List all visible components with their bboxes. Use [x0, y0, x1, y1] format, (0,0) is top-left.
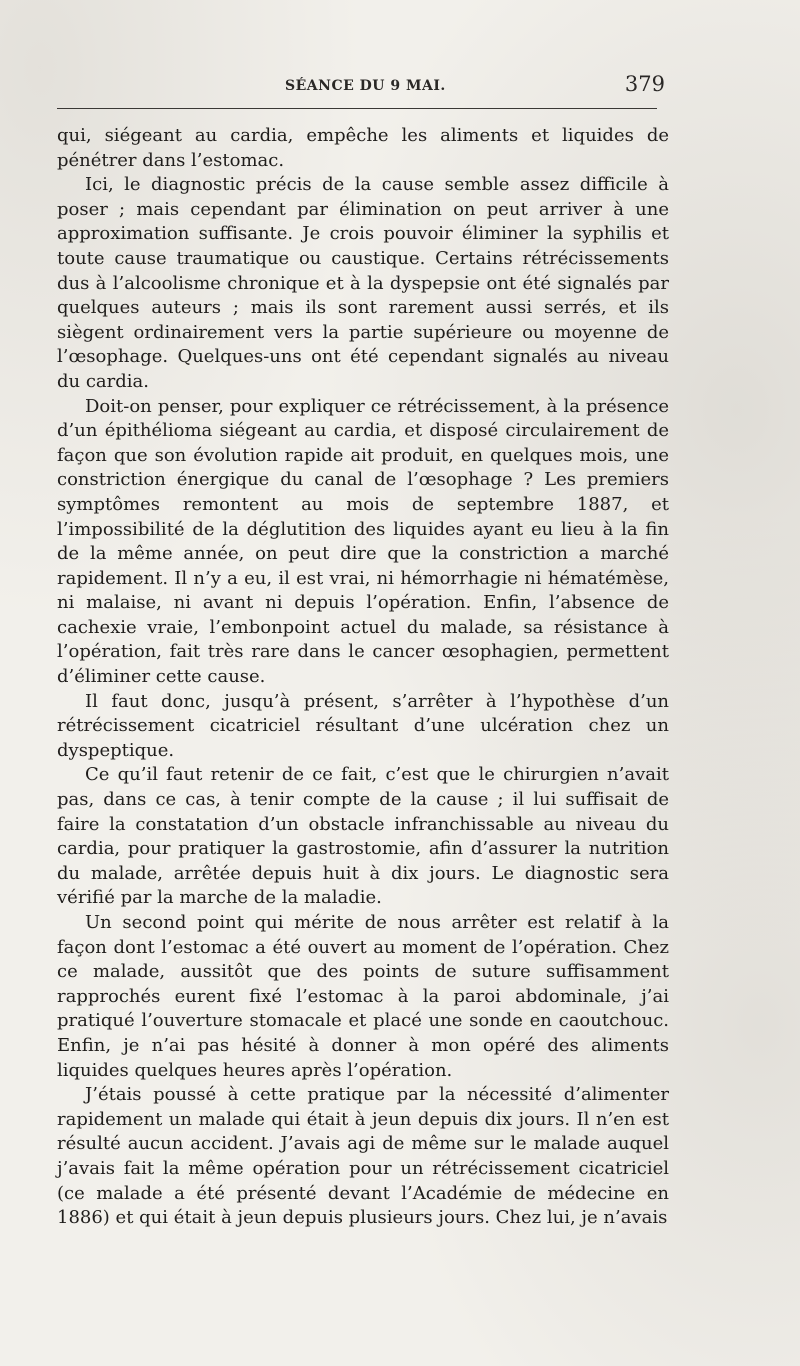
paragraph: qui, siégeant au cardia, empêche les aliments et liquides de pénétrer dans l’estomac.	[57, 125, 669, 171]
paragraph: Ce qu’il faut retenir de ce fait, c’est que le chirurgien n’avait pas, dans ce cas, à tenir compte de la cause ; il lui suffisait de faire la constatation d’un obstacle infranchissable au niveau du cardia, pour pratiquer la gastrostomie, afin d’assurer la nutrition du malade, arrêtée depuis huit à dix jours. Le diagnostic sera vérifié par la marche de la maladie.	[57, 764, 669, 909]
paragraph: Ici, le diagnostic précis de la cause semble assez difficile à poser ; mais cependant par élimination on peut arriver à une approximation suffisante. Je crois pouvoir éliminer la syphilis et toute cause traumatique ou caustique. Certains rétrécissements dus à l’alcoolisme chronique et à la dyspepsie ont été signalés par quelques auteurs ; mais ils sont rarement aussi serrés, et ils siègent ordinairement vers la partie supérieure ou moyenne de l’œsophage. Quelques-uns ont été cependant signalés au niveau du cardia.	[57, 174, 669, 392]
header-rule	[57, 108, 657, 109]
body-text	[57, 124, 669, 1231]
paragraph: Il faut donc, jusqu’à présent, s’arrêter à l’hypothèse d’un rétrécissement cicatriciel résultant d’une ulcération chez un dyspeptique.	[57, 690, 669, 761]
running-title: SÉANCE DU 9 MAI.	[285, 78, 446, 94]
paragraph: Doit-on penser, pour expliquer ce rétrécissement, à la présence d’un épithélioma siégeant au cardia, et disposé circulairement de façon que son évolution rapide ait produit, en quelques mois, une constriction énergique du canal de l’œsophage ? Les premiers symptômes remontent au mois de septembre 1887, et l’impossibilité de la déglutition des liquides ayant eu lieu à la fin de la même année, on peut dire que la constriction a marché rapidement. Il n’y a eu, il est vrai, ni hémorrhagie ni hématémèse, ni malaise, ni avant ni depuis l’opération. Enfin, l’absence de cachexie vraie, l’embonpoint actuel du malade, sa résistance à l’opération, fait très rare dans le cancer œsophagien, permettent d’éliminer cette cause.	[57, 395, 669, 688]
page-header	[55, 72, 665, 102]
paragraph: J’étais poussé à cette pratique par la nécessité d’alimenter rapidement un malade qui était à jeun depuis dix jours. Il n’en est résulté aucun accident. J’avais agi de même sur le malade auquel j’avais fait la même opération pour un rétrécissement cicatriciel (ce malade a été présenté devant l’Académie de médecine en 1886) et qui était à jeun depuis plusieurs jours. Chez lui, je n’avais	[57, 1084, 669, 1229]
page-number: 379	[624, 72, 665, 96]
paragraph: Un second point qui mérite de nous arrêter est relatif à la façon dont l’estomac a été ouvert au moment de l’opération. Chez ce malade, aussitôt que des points de suture suffisamment rapprochés eurent fixé l’estomac à la paroi abdominale, j’ai pratiqué l’ouverture stomacale et placé une sonde en caoutchouc. Enfin, je n’ai pas hésité à donner à mon opéré des aliments liquides quelques heures après l’opération.	[57, 912, 669, 1081]
